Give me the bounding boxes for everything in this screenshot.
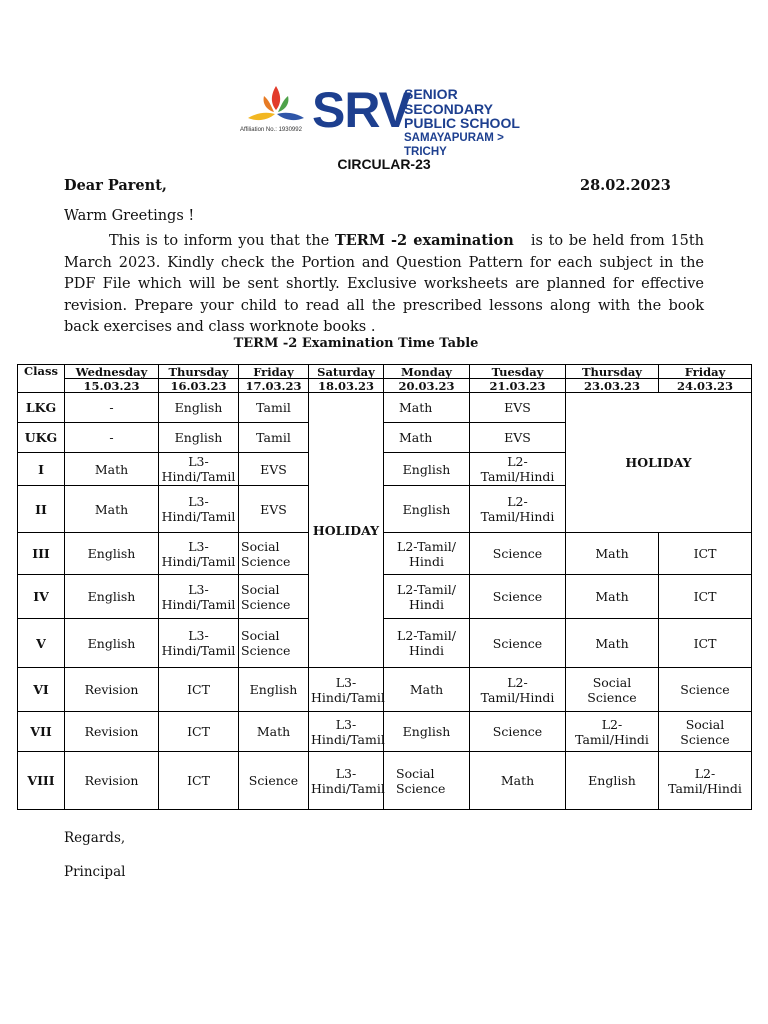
subject-cell: Tamil bbox=[239, 423, 309, 453]
subject-cell: L3-Hindi/Tamil bbox=[159, 533, 239, 575]
subject-cell: English bbox=[384, 453, 470, 486]
body-emphasis: TERM -2 examination bbox=[334, 232, 514, 249]
table-row bbox=[18, 668, 752, 712]
day-header: Thursday bbox=[159, 365, 239, 379]
class-cell: UKG bbox=[18, 423, 65, 453]
subject-cell: Social Science bbox=[659, 712, 752, 752]
subject-cell: Math bbox=[384, 423, 470, 453]
class-header: Class bbox=[18, 365, 65, 393]
subject-cell: ICT bbox=[659, 619, 752, 668]
subject-cell: L2-Tamil/Hindi bbox=[470, 453, 566, 486]
day-header: Friday bbox=[239, 365, 309, 379]
logo-line-3: SAMAYAPURAM > TRICHY bbox=[404, 131, 504, 158]
day-header: Thursday bbox=[566, 365, 659, 379]
date-header: 16.03.23 bbox=[159, 379, 239, 393]
regards: Regards, bbox=[64, 830, 126, 846]
table-row bbox=[18, 533, 752, 575]
subject-cell: - bbox=[65, 393, 159, 423]
subject-cell: EVS bbox=[239, 453, 309, 486]
table-row bbox=[18, 575, 752, 619]
salutation: Dear Parent, bbox=[64, 177, 167, 194]
date-header: 21.03.23 bbox=[470, 379, 566, 393]
subject-cell: Tamil bbox=[239, 393, 309, 423]
header-days-row bbox=[18, 365, 752, 379]
subject-cell: Science bbox=[470, 533, 566, 575]
subject-cell: EVS bbox=[470, 393, 566, 423]
subject-cell: English bbox=[65, 619, 159, 668]
subject-cell: ICT bbox=[659, 575, 752, 619]
subject-cell: Science bbox=[470, 575, 566, 619]
subject-cell: English bbox=[159, 423, 239, 453]
subject-cell: Revision bbox=[65, 712, 159, 752]
subject-cell: Math bbox=[566, 575, 659, 619]
subject-cell: L2-Tamil/Hindi bbox=[470, 668, 566, 712]
subject-cell: L3-Hindi/Tamil bbox=[309, 752, 384, 810]
subject-cell: Math bbox=[65, 486, 159, 533]
subject-cell: Science bbox=[659, 668, 752, 712]
subject-cell: English bbox=[159, 393, 239, 423]
body-text-after: is to be held from 15th March 2023. Kindly check the Portion and Question Pattern for each subject in the PDF File which will be sent shortly. Exclusive worksheets are planned for effective revision. Prepare your child to read all the prescribed lessons along with the book back exercises and class worknote books . bbox=[64, 233, 709, 335]
timetable-title: TERM -2 Examination Time Table bbox=[233, 336, 479, 351]
date-header: 15.03.23 bbox=[65, 379, 159, 393]
subject-cell: English bbox=[566, 752, 659, 810]
subject-cell: ICT bbox=[159, 668, 239, 712]
subject-cell: L3-Hindi/Tamil bbox=[309, 712, 384, 752]
subject-cell: Social Science bbox=[239, 619, 309, 668]
subject-cell: Math bbox=[239, 712, 309, 752]
subject-cell: L2-Tamil/ Hindi bbox=[384, 533, 470, 575]
date-header: 17.03.23 bbox=[239, 379, 309, 393]
flame-emblem-icon bbox=[240, 84, 312, 128]
subject-cell: EVS bbox=[239, 486, 309, 533]
exam-timetable bbox=[17, 364, 752, 810]
subject-cell: Social Science bbox=[566, 668, 659, 712]
body-text-before: This is to inform you that the bbox=[109, 233, 335, 249]
subject-cell: English bbox=[384, 712, 470, 752]
subject-cell: L2-Tamil/ Hindi bbox=[384, 575, 470, 619]
date-header: 20.03.23 bbox=[384, 379, 470, 393]
signatory: Principal bbox=[64, 864, 126, 880]
table-row bbox=[18, 393, 752, 423]
subject-cell: L2-Tamil/ Hindi bbox=[384, 619, 470, 668]
subject-cell: English bbox=[384, 486, 470, 533]
logo-line-1: SENIOR SECONDARY bbox=[404, 86, 493, 117]
table-row bbox=[18, 752, 752, 810]
subject-cell: English bbox=[65, 533, 159, 575]
class-cell: I bbox=[18, 453, 65, 486]
class-cell: II bbox=[18, 486, 65, 533]
school-logo bbox=[240, 82, 530, 158]
subject-cell: Revision bbox=[65, 668, 159, 712]
date-header: 24.03.23 bbox=[659, 379, 752, 393]
table-row bbox=[18, 619, 752, 668]
subject-cell: L3-Hindi/Tamil bbox=[159, 575, 239, 619]
greeting: Warm Greetings ! bbox=[64, 208, 195, 224]
subject-cell: EVS bbox=[470, 423, 566, 453]
subject-cell: Social Science bbox=[239, 533, 309, 575]
circular-title: CIRCULAR-23 bbox=[337, 156, 431, 172]
class-cell: VIII bbox=[18, 752, 65, 810]
subject-cell: English bbox=[239, 668, 309, 712]
subject-cell: Math bbox=[566, 619, 659, 668]
subject-cell: L3-Hindi/Tamil bbox=[309, 668, 384, 712]
subject-cell: Math bbox=[65, 453, 159, 486]
subject-cell: Science bbox=[470, 619, 566, 668]
holiday-cell-primary: HOLIDAY bbox=[566, 393, 752, 533]
holiday-cell-saturday: HOLIDAY bbox=[309, 393, 384, 668]
subject-cell: Math bbox=[470, 752, 566, 810]
day-header: Wednesday bbox=[65, 365, 159, 379]
subject-cell: L3-Hindi/Tamil bbox=[159, 619, 239, 668]
subject-cell: ICT bbox=[659, 533, 752, 575]
subject-cell: - bbox=[65, 423, 159, 453]
subject-cell: ICT bbox=[159, 712, 239, 752]
circular-date: 28.02.2023 bbox=[580, 177, 671, 194]
subject-cell: L2-Tamil/Hindi bbox=[566, 712, 659, 752]
subject-cell: Math bbox=[566, 533, 659, 575]
subject-cell: Math bbox=[384, 668, 470, 712]
logo-line-2: PUBLIC SCHOOL bbox=[404, 115, 520, 131]
subject-cell: L3-Hindi/Tamil bbox=[159, 486, 239, 533]
logo-wordmark: SRV bbox=[312, 82, 411, 138]
subject-cell: L3-Hindi/Tamil bbox=[159, 453, 239, 486]
subject-cell: Social Science bbox=[384, 752, 470, 810]
day-header: Saturday bbox=[309, 365, 384, 379]
class-cell: VI bbox=[18, 668, 65, 712]
header-dates-row bbox=[18, 379, 752, 393]
class-cell: VII bbox=[18, 712, 65, 752]
logo-school-name bbox=[404, 87, 530, 160]
subject-cell: Science bbox=[239, 752, 309, 810]
subject-cell: ICT bbox=[159, 752, 239, 810]
subject-cell: Science bbox=[470, 712, 566, 752]
subject-cell: L2-Tamil/Hindi bbox=[659, 752, 752, 810]
table-row bbox=[18, 712, 752, 752]
date-header: 23.03.23 bbox=[566, 379, 659, 393]
class-cell: LKG bbox=[18, 393, 65, 423]
day-header: Friday bbox=[659, 365, 752, 379]
day-header: Monday bbox=[384, 365, 470, 379]
circular-body bbox=[64, 230, 709, 339]
subject-cell: L2-Tamil/Hindi bbox=[470, 486, 566, 533]
subject-cell: English bbox=[65, 575, 159, 619]
subject-cell: Social Science bbox=[239, 575, 309, 619]
date-header: 18.03.23 bbox=[309, 379, 384, 393]
class-cell: V bbox=[18, 619, 65, 668]
day-header: Tuesday bbox=[470, 365, 566, 379]
class-cell: III bbox=[18, 533, 65, 575]
affiliation-number: Affiliation No.: 1930992 bbox=[240, 127, 302, 133]
subject-cell: Math bbox=[384, 393, 470, 423]
subject-cell: Revision bbox=[65, 752, 159, 810]
class-cell: IV bbox=[18, 575, 65, 619]
